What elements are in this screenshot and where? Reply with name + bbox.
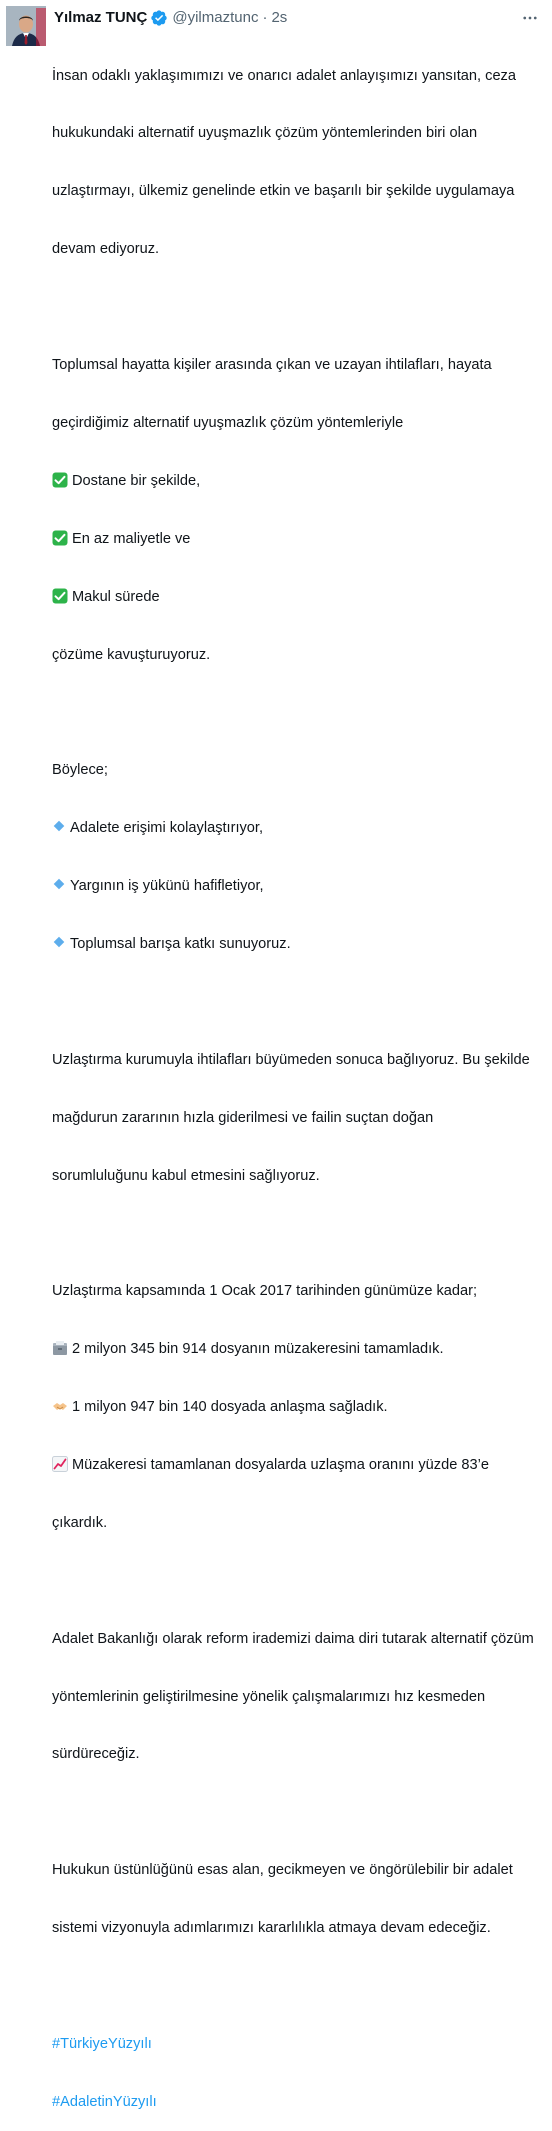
avatar[interactable]	[6, 6, 46, 46]
text-line: çözüme kavuşturuyoruz.	[52, 646, 211, 663]
text-line: hukukundaki alternatif uyuşmazlık çözüm yöntemlerinden biri olan	[52, 125, 478, 142]
hashtag-link[interactable]: #AdaletinYüzyılı	[52, 2093, 157, 2110]
more-options-icon[interactable]	[520, 8, 540, 28]
blank-line	[52, 298, 542, 317]
blank-line	[52, 993, 542, 1012]
text-line: Adalet Bakanlığı olarak reform irademizi daima diri tutarak alternatif çözüm	[52, 1630, 534, 1647]
stat-item	[52, 1340, 542, 1359]
blank-line	[52, 1977, 542, 1996]
check-item	[52, 530, 542, 549]
text-line: sistemi vizyonuyla adımlarımızı kararlılıkla atmaya devam edeceğiz.	[52, 1920, 491, 1937]
text-line: geçirdiğimiz alternatif uyuşmazlık çözüm yöntemleriyle	[52, 414, 404, 431]
bullet-item	[52, 935, 542, 954]
bullet-text: Yargının iş yükünü hafifletiyor,	[70, 878, 264, 895]
stat-text: 2 milyon 345 bin 914 dosyanın müzakeresini tamamladık.	[72, 1341, 444, 1358]
check-item	[52, 588, 542, 607]
stat-text: Müzakeresi tamamlanan dosyalarda uzlaşma oranını yüzde 83’e	[72, 1456, 489, 1473]
check-mark-icon	[52, 588, 68, 604]
text-line: sorumluluğunu kabul etmesini sağlıyoruz.	[52, 1167, 320, 1184]
blank-line	[52, 1803, 542, 1822]
text-line: sürdüreceğiz.	[52, 1746, 140, 1763]
handshake-icon	[52, 1398, 68, 1414]
text-line: yöntemlerinin geliştirilmesine yönelik çalışmalarımızı hız kesmeden	[52, 1688, 486, 1705]
blank-line	[52, 1224, 542, 1243]
avatar-image	[6, 6, 46, 46]
text-line: Uzlaştırma kapsamında 1 Ocak 2017 tarihinden günümüze kadar;	[52, 1283, 478, 1300]
text-line: uzlaştırmayı, ülkemiz genelinde etkin ve başarılı bir şekilde uygulamaya	[52, 183, 515, 200]
bullet-text: Adalete erişimi kolaylaştırıyor,	[70, 820, 264, 837]
text-line: Hukukun üstünlüğünü esas alan, gecikmeyen ve öngörülebilir bir adalet	[52, 1862, 513, 1879]
tweet-text	[52, 28, 542, 2131]
check-item-text: Dostane bir şekilde,	[72, 472, 201, 489]
stat-item	[52, 1398, 542, 1417]
blue-diamond-icon	[54, 821, 65, 832]
hashtag-link[interactable]: #TürkiyeYüzyılı	[52, 2035, 152, 2052]
bullet-item	[52, 819, 542, 838]
author-name[interactable]: Yılmaz TUNÇ	[54, 9, 148, 26]
text-line: mağdurun zararının hızla giderilmesi ve failin suçtan doğan	[52, 1109, 434, 1126]
chart-up-icon	[52, 1456, 68, 1472]
stat-text: 1 milyon 947 bin 140 dosyada anlaşma sağladık.	[72, 1399, 388, 1416]
text-line: devam ediyoruz.	[52, 241, 160, 258]
blank-line	[52, 1572, 542, 1591]
text-line: İnsan odaklı yaklaşımımızı ve onarıcı adalet anlayışımızı yansıtan, ceza	[52, 67, 516, 84]
text-line: çıkardık.	[52, 1514, 108, 1531]
bullet-text: Toplumsal barışa katkı sunuyoruz.	[70, 935, 291, 952]
tweet-header	[54, 8, 540, 28]
check-mark-icon	[52, 472, 68, 488]
text-line: Böylece;	[52, 762, 108, 779]
file-box-icon	[52, 1340, 68, 1356]
check-item	[52, 472, 542, 491]
blue-diamond-icon	[54, 879, 65, 890]
check-item-text: En az maliyetle ve	[72, 530, 191, 547]
check-item-text: Makul sürede	[72, 588, 160, 605]
timestamp[interactable]: 2s	[271, 9, 288, 26]
separator-dot: ·	[262, 9, 268, 26]
text-line: Uzlaştırma kurumuyla ihtilafları büyümeden sonuca bağlıyoruz. Bu şekilde	[52, 1051, 530, 1068]
bullet-item	[52, 877, 542, 896]
blue-diamond-icon	[54, 937, 65, 948]
verified-badge-icon	[150, 9, 168, 27]
author-handle[interactable]: @yilmaztunc	[172, 9, 259, 26]
stat-item	[52, 1456, 542, 1475]
text-line: Toplumsal hayatta kişiler arasında çıkan ve uzayan ihtilafları, hayata	[52, 357, 492, 374]
check-mark-icon	[52, 530, 68, 546]
blank-line	[52, 703, 542, 722]
